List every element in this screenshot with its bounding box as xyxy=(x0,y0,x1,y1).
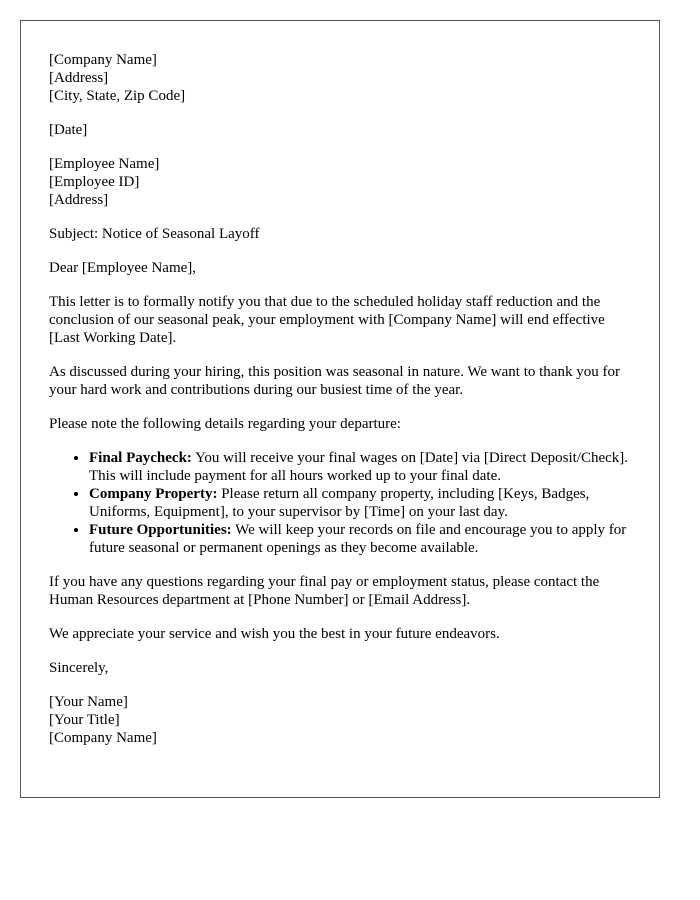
recipient-employee-id: [Employee ID] xyxy=(49,174,140,190)
detail-label: Company Property: xyxy=(89,486,218,502)
recipient-employee-name: [Employee Name] xyxy=(49,156,160,172)
detail-label: Future Opportunities: xyxy=(89,522,232,538)
letter-date: [Date] xyxy=(49,122,88,138)
sender-company-name: [Company Name] xyxy=(49,52,157,68)
signature-company: [Company Name] xyxy=(49,730,157,746)
paragraph-notification: This letter is to formally notify you that due to the scheduled holiday staff reduction and the conclusion of our seasonal peak, your employment with [Company Name] will end effective [Last Working Date]. xyxy=(49,294,605,346)
salutation: Dear [Employee Name], xyxy=(49,260,197,276)
recipient-address: [Address] xyxy=(49,192,109,208)
paragraph-details-intro: Please note the following details regarding your departure: xyxy=(49,416,401,432)
sender-block xyxy=(49,51,631,105)
signature-name: [Your Name] xyxy=(49,694,128,710)
signature-title: [Your Title] xyxy=(49,712,120,728)
details-list xyxy=(49,449,631,557)
closing: Sincerely, xyxy=(49,660,109,676)
signature-block xyxy=(49,693,631,747)
detail-text: We will keep your records on file and encourage you to apply for future seasonal or permanent openings as they become available. xyxy=(89,522,627,556)
recipient-block xyxy=(49,155,631,209)
sender-city-state-zip: [City, State, Zip Code] xyxy=(49,88,186,104)
detail-label: Final Paycheck: xyxy=(89,450,192,466)
sender-address: [Address] xyxy=(49,70,109,86)
paragraph-appreciation: We appreciate your service and wish you the best in your future endeavors. xyxy=(49,626,500,642)
list-item-company-property xyxy=(89,485,631,521)
subject-line: Subject: Notice of Seasonal Layoff xyxy=(49,226,260,242)
paragraph-contact-hr: If you have any questions regarding your final pay or employment status, please contact the Human Resources department at [Phone Number] or [Email Address]. xyxy=(49,574,600,608)
detail-text: You will receive your final wages on [Date] via [Direct Deposit/Check]. This will include payment for all hours worked up to your final date. xyxy=(89,450,629,484)
paragraph-seasonal-thanks: As discussed during your hiring, this position was seasonal in nature. We want to thank you for your hard work and contributions during our busiest time of the year. xyxy=(49,364,620,398)
list-item-future-opportunities xyxy=(89,521,631,557)
detail-text: Please return all company property, including [Keys, Badges, Uniforms, Equipment], to your supervisor by [Time] on your last day. xyxy=(89,486,590,520)
list-item-final-paycheck xyxy=(89,449,631,485)
letter-page xyxy=(20,20,660,798)
